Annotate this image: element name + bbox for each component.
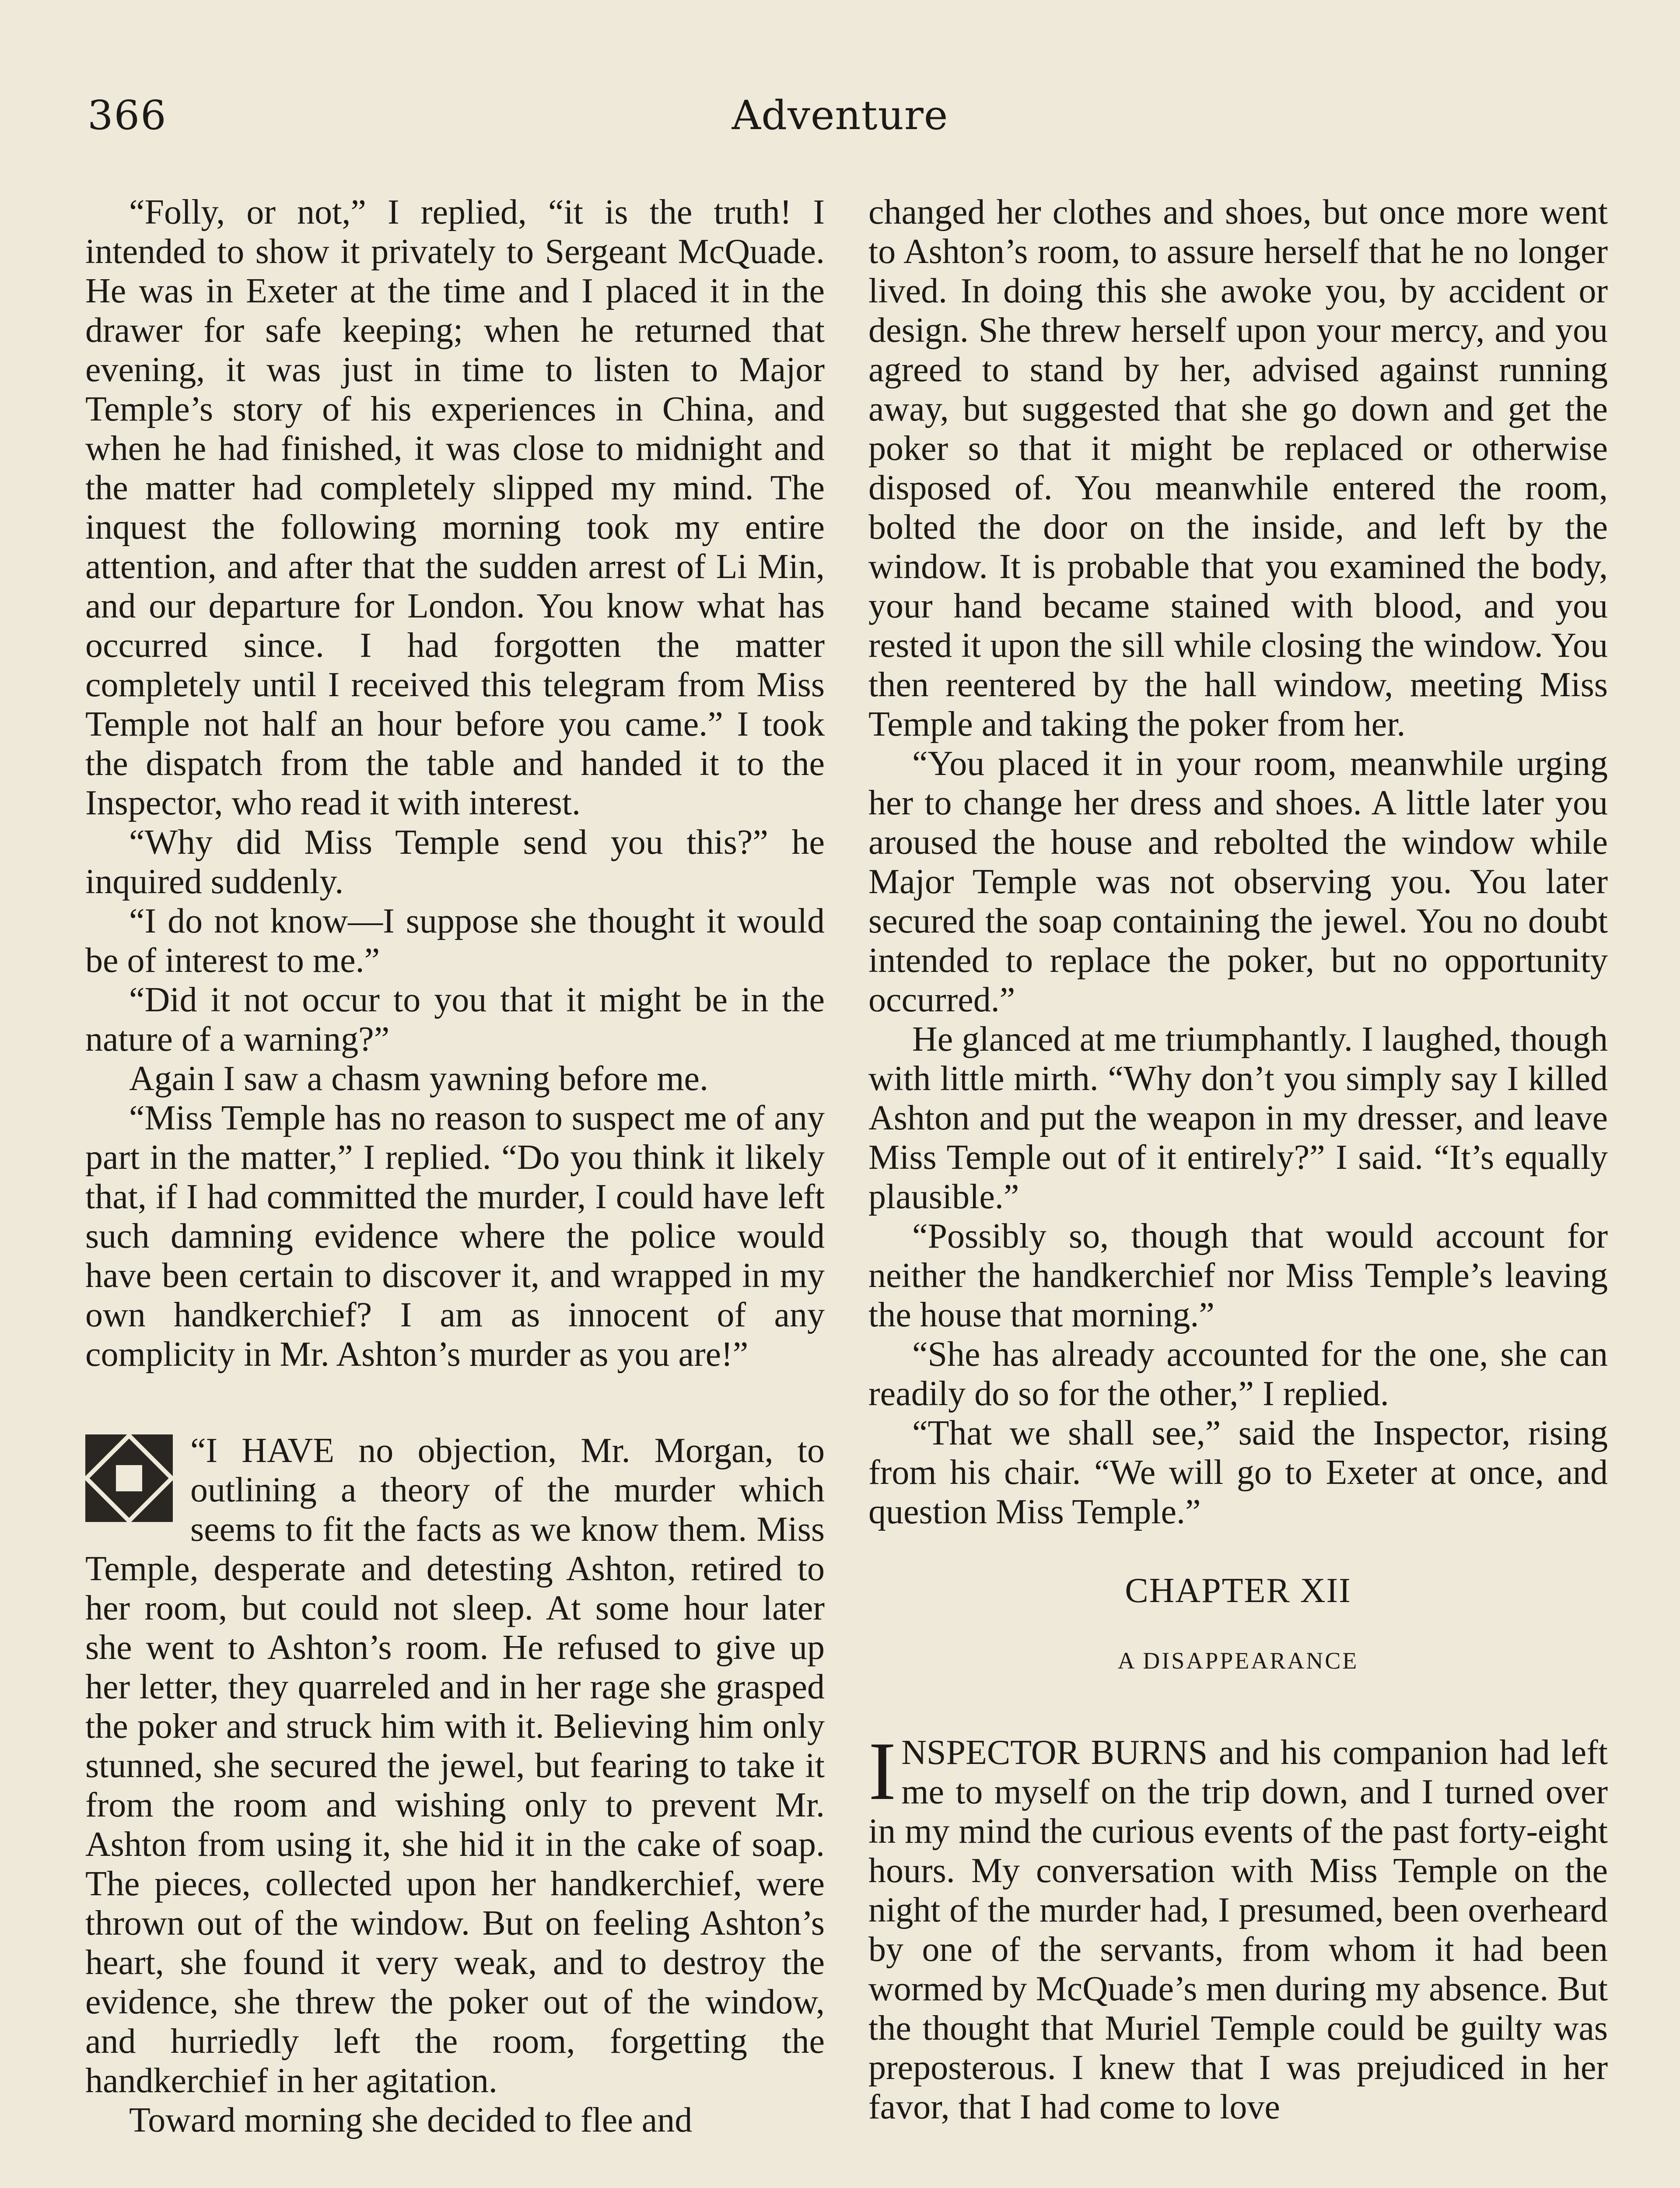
page-header — [88, 88, 1592, 149]
paragraph-text: NSPECTOR BURNS and his companion had left me to myself on the trip down, and I turned over in my mind the curious events of the past forty-eight hours. My conversation with Miss Temple on the night of the murder had, I presumed, been overheard by one of the servants, from whom it had been wormed by McQuade’s men during my absence. But the thought that Muriel Temple could be guilty was preposterous. I knew that I was prejudiced in her favor, that I had come to love — [868, 1733, 1608, 2126]
paragraph: “I do not know—I suppose she thought it would be of interest to me.” — [85, 902, 825, 980]
paragraph-text: “I HAVE no objection, Mr. Morgan, to outlining a theory of the murder which seems to fit the facts as we know them. Miss Temple, desperate and detesting Ashton, retired to her room, but could not sleep. At some hour later she went to Ashton’s room. He refused to give up her letter, they quarreled and in her rage she grasped the poker and struck him with it. Believing him only stunned, she secured the jewel, but fearing to take it from the room and wishing only to prevent Mr. Ashton from using it, she hid it in the cake of soap. The pieces, collected upon her handkerchief, were thrown out of the window. But on feeling Ashton’s heart, she found it very weak, and to destroy the evidence, she threw the poker out of the window, and hurriedly left the room, forgetting the handkerchief in her agitation. — [85, 1431, 825, 2100]
paragraph: “Miss Temple has no reason to suspect me of any part in the matter,” I replied. “Do you think it likely that, if I had committed the murder, I could have left such damning evidence where the police would have been certain to discover it, and wrapped in my own handkerchief? I am as innocent of any complicity in Mr. Ashton’s murder as you are!” — [85, 1099, 825, 1374]
ornament-paragraph — [85, 1431, 825, 2100]
celtic-knot-ornament-icon — [85, 1434, 173, 1522]
magazine-title: Adventure — [732, 92, 948, 139]
chapter-subtitle: A DISAPPEARANCE — [1117, 1648, 1359, 1674]
paragraph: Again I saw a chasm yawning before me. — [129, 1059, 708, 1098]
paragraph: “That we shall see,” said the Inspector, rising from his chair. “We will go to Exeter at once, and question Miss Temple.” — [868, 1414, 1608, 1531]
paragraph: “Why did Miss Temple send you this?” he inquired suddenly. — [85, 823, 825, 901]
drop-cap: I — [868, 1725, 896, 1817]
right-column — [868, 193, 1608, 2127]
paragraph: “Folly, or not,” I replied, “it is the truth! I intended to show it privately to Sergeant McQuade. He was in Exeter at the time and I placed it in the drawer for safe keeping; when he returned that evening, it was just in time to listen to Major Temple’s story of his experiences in China, and when he had finished, it was close to midnight and the matter had completely slipped my mind. The inquest the following morning took my entire attention, and after that the sudden arrest of Li Min, and our departure for London. You know what has occurred since. I had forgotten the matter completely until I received this telegram from Miss Temple not half an hour before you came.” I took the dispatch from the table and handed it to the Inspector, who read it with interest. — [85, 193, 825, 822]
paragraph: changed her clothes and shoes, but once more went to Ashton’s room, to assure herself that he no longer lived. In doing this she awoke you, by accident or design. She threw herself upon your mercy, and you agreed to stand by her, advised against running away, but suggested that she go down and get the poker so that it might be replaced or otherwise disposed of. You meanwhile entered the room, bolted the door on the inside, and left by the window. It is probable that you examined the body, your hand became stained with blood, and you rested it upon the sill while closing the window. You then reentered by the hall window, meeting Miss Temple and taking the poker from her. — [868, 193, 1608, 743]
paragraph: “Did it not occur to you that it might be in the nature of a warning?” — [85, 981, 825, 1059]
paragraph: “Possibly so, though that would account for neither the handkerchief nor Miss Temple’s leaving the house that morning.” — [868, 1217, 1608, 1334]
paragraph: He glanced at me triumphantly. I laughed, though with little mirth. “Why don’t you simply say I killed Ashton and put the weapon in my dresser, and leave Miss Temple out of it entirely?” I said. “It’s equally plausible.” — [868, 1020, 1608, 1216]
dropcap-paragraph — [868, 1725, 1608, 2127]
left-column — [85, 193, 825, 2140]
section-break — [85, 1374, 825, 1431]
paragraph: Toward morning she decided to flee and — [129, 2101, 693, 2139]
page-number: 366 — [88, 92, 167, 139]
paragraph: “You placed it in your room, meanwhile urging her to change her dress and shoes. A little later you aroused the house and rebolted the window while Major Temple was not observing you. You later secured the soap containing the jewel. You no doubt intended to replace the poker, but no opportunity occurred.” — [868, 744, 1608, 1019]
paragraph: “She has already accounted for the one, she can readily do so for the other,” I replied. — [868, 1335, 1608, 1413]
chapter-title: CHAPTER XII — [1125, 1571, 1351, 1610]
